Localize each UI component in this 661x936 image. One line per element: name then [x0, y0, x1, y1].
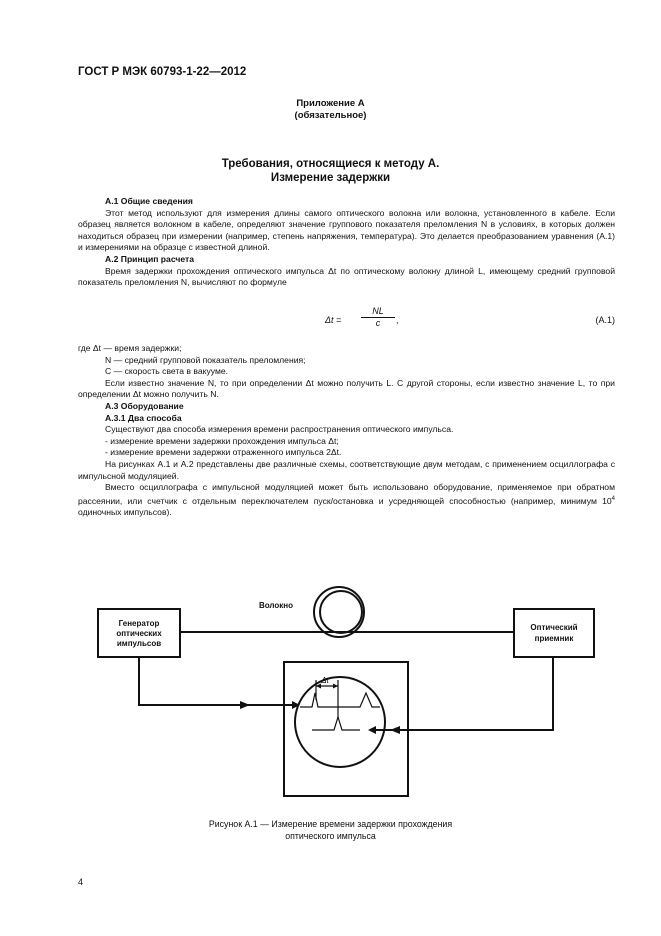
section-a2-heading: А.2 Принцип расчета — [105, 253, 195, 264]
trace-top — [300, 693, 380, 707]
receiver-line — [420, 657, 553, 730]
title-line-1: Требования, относящиеся к методу А. — [221, 158, 440, 170]
formula-numerator: NL — [361, 306, 395, 318]
section-a31-text: Существуют два способа измерения времени распространения оптического импульса. — [105, 424, 454, 435]
receiver-label-1: Оптический — [530, 623, 578, 632]
trigger-line — [139, 657, 228, 705]
formula-comma: , — [396, 315, 399, 325]
formula-number: (А.1) — [595, 315, 615, 325]
appendix-title: Приложение А — [296, 98, 365, 109]
caption-line-1: Рисунок А.1 — Измерение времени задержки прохождения — [208, 819, 453, 829]
section-a2-text: Время задержки прохождения оптического импульса Δt по оптическому волокну длиной L, имеющему средний групповой показатель преломления N, вычисляют по формуле — [78, 265, 615, 288]
where-line-3: C — скорость света в вакууме. — [105, 366, 229, 377]
page-number: 4 — [78, 877, 84, 887]
section-a3-heading: А.3 Оборудование — [105, 400, 184, 411]
section-a31-text-2: На рисунках А.1 и А.2 представлены две различные схемы, соответствующие двум методам, с применением осциллографа с импульсной модуляцией. — [78, 458, 615, 481]
delta-label: Δt — [321, 676, 329, 685]
formula-denominator: c — [375, 318, 381, 328]
trace-bottom — [312, 717, 360, 730]
appendix-status: (обязательное) — [294, 110, 367, 121]
receiver-arrow — [390, 726, 400, 734]
text3-part-a: Вместо осциллографа с импульсной модуляцией может быть использовано оборудование, применяемое при обратном рассеянии, или счетчик с отдельным переключателем пуск/остановка и усредняющей способностью (например, минимум 10 — [78, 482, 615, 506]
document-header: ГОСТ Р МЭК 60793-1-22—2012 — [78, 66, 247, 78]
section-a1-heading: А.1 Общие сведения — [105, 196, 193, 206]
bullet-2: - измерение времени задержки отраженного импульса 2Δt. — [105, 447, 342, 458]
where-line-1: где Δt — время задержки; — [78, 343, 182, 353]
trigger-arrow — [240, 701, 250, 709]
fiber-label: Волокно — [258, 601, 294, 610]
section-a2-text-2: Если известно значение N, то при определении Δt можно получить L. С другой стороны, если известно значение L, то при определении Δt можно получить N. — [78, 377, 615, 400]
formula-lhs: Δt = — [325, 315, 342, 325]
fiber-coil-inner — [320, 591, 362, 633]
where-line-2: N — средний групповой показатель преломления; — [105, 354, 306, 365]
fiber-coil-outer — [314, 587, 364, 637]
generator-label-2: оптических — [116, 629, 162, 638]
figure-caption — [0, 818, 661, 842]
receiver-box — [514, 609, 594, 657]
bullet-1: - измерение времени задержки прохождения импульса Δt; — [105, 435, 339, 446]
generator-label-1: Генератор — [118, 619, 160, 628]
text3-part-b: одиночных импульсов). — [78, 507, 172, 518]
section-a31-heading: А.3.1 Два способа — [105, 412, 182, 423]
title-line-2: Измерение задержки — [270, 172, 391, 184]
text3-superscript: 4 — [611, 495, 615, 502]
caption-line-2: оптического импульса — [285, 831, 376, 841]
receiver-arrow-end — [368, 726, 376, 734]
generator-label-3: импульсов — [116, 639, 162, 648]
section-a1-text: Этот метод используют для измерения длины самого оптического волокна или волокна, установленного в кабеле. Если образец является волокном в кабеле, определяют значение группового показателя преломления N в условиях, в которых должен находиться образец при измерении (например, степень напряжения, температура). Это делается преобразованием уравнения (А.1) и измерениями на образце с известной длиной. — [78, 207, 615, 253]
delta-arrow-right — [333, 684, 338, 689]
receiver-label-2: приемник — [534, 634, 574, 643]
